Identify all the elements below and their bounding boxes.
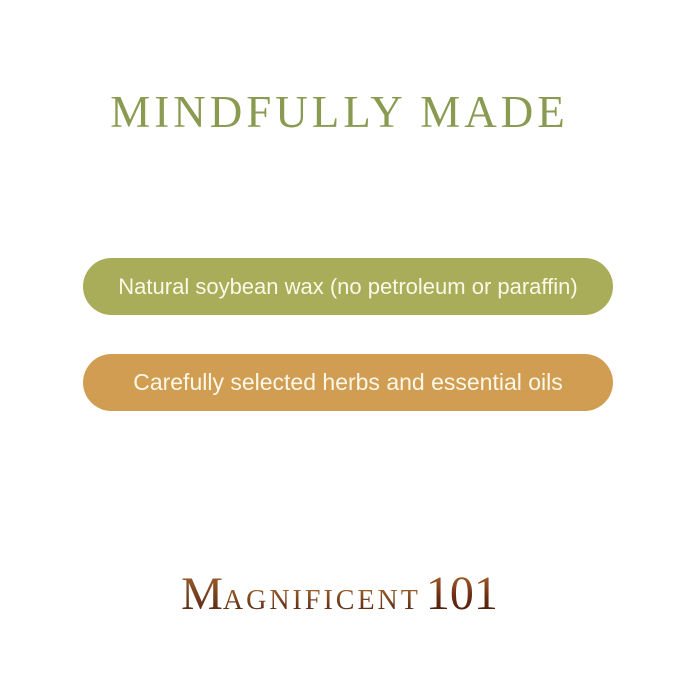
diamond-sparkle-icon <box>410 648 429 667</box>
diamond-sparkle-icon <box>155 650 165 660</box>
feature-pill-soybean-wax <box>83 258 613 315</box>
diamond-sparkle-icon <box>167 6 179 18</box>
plus-sparkle-icon <box>536 30 554 48</box>
feature-pill-label: Carefully selected herbs and essential oils <box>133 369 563 395</box>
diamond-sparkle-icon <box>640 295 650 305</box>
diamond-sparkle-icon <box>29 295 39 305</box>
diamond-sparkle-icon <box>496 5 509 18</box>
plus-sparkle-icon <box>118 26 136 44</box>
eight-point-sparkle-icon <box>6 450 38 482</box>
diamond-sparkle-icon <box>199 0 207 8</box>
diamond-sparkle-icon <box>219 657 228 666</box>
brand-number: 101 <box>425 567 498 620</box>
diamond-sparkle-icon <box>645 424 655 434</box>
eight-point-sparkle-icon <box>176 646 206 674</box>
eight-point-sparkle-icon <box>631 330 677 376</box>
diamond-sparkle-icon <box>448 658 457 667</box>
diamond-sparkle-icon <box>243 648 262 667</box>
right-hand-icon <box>599 140 679 238</box>
plus-sparkle-icon <box>376 646 398 668</box>
page-title: MINDFULLY MADE <box>110 87 569 137</box>
feature-pill-label: Natural soybean wax (no petroleum or paraffin) <box>118 273 578 299</box>
diamond-sparkle-icon <box>549 2 565 18</box>
diamond-sparkle-icon <box>660 303 677 320</box>
plus-sparkle-icon <box>8 394 30 416</box>
left-hand-icon <box>0 140 80 238</box>
diamond-sparkle-icon <box>465 4 475 14</box>
brand-initial: M <box>181 568 223 620</box>
eight-point-sparkle-icon <box>2 330 48 376</box>
diamond-sparkle-icon <box>628 0 636 8</box>
eight-point-sparkle-icon <box>6 260 38 292</box>
eight-point-sparkle-icon <box>641 450 673 482</box>
eight-point-sparkle-icon <box>641 260 673 292</box>
plus-sparkle-icon <box>649 394 671 416</box>
diamond-sparkle-icon <box>24 424 34 434</box>
diamond-sparkle-icon <box>2 303 19 320</box>
brand-name: AGNIFICENT <box>222 585 421 616</box>
eight-point-sparkle-icon <box>468 646 498 674</box>
diamond-sparkle-icon <box>506 648 523 665</box>
plus-sparkle-icon <box>274 646 296 668</box>
diamond-sparkle-icon <box>100 4 118 22</box>
feature-pill-herbs-oils <box>83 354 613 411</box>
brand-logo <box>0 567 679 620</box>
diamond-sparkle-icon <box>648 20 664 36</box>
